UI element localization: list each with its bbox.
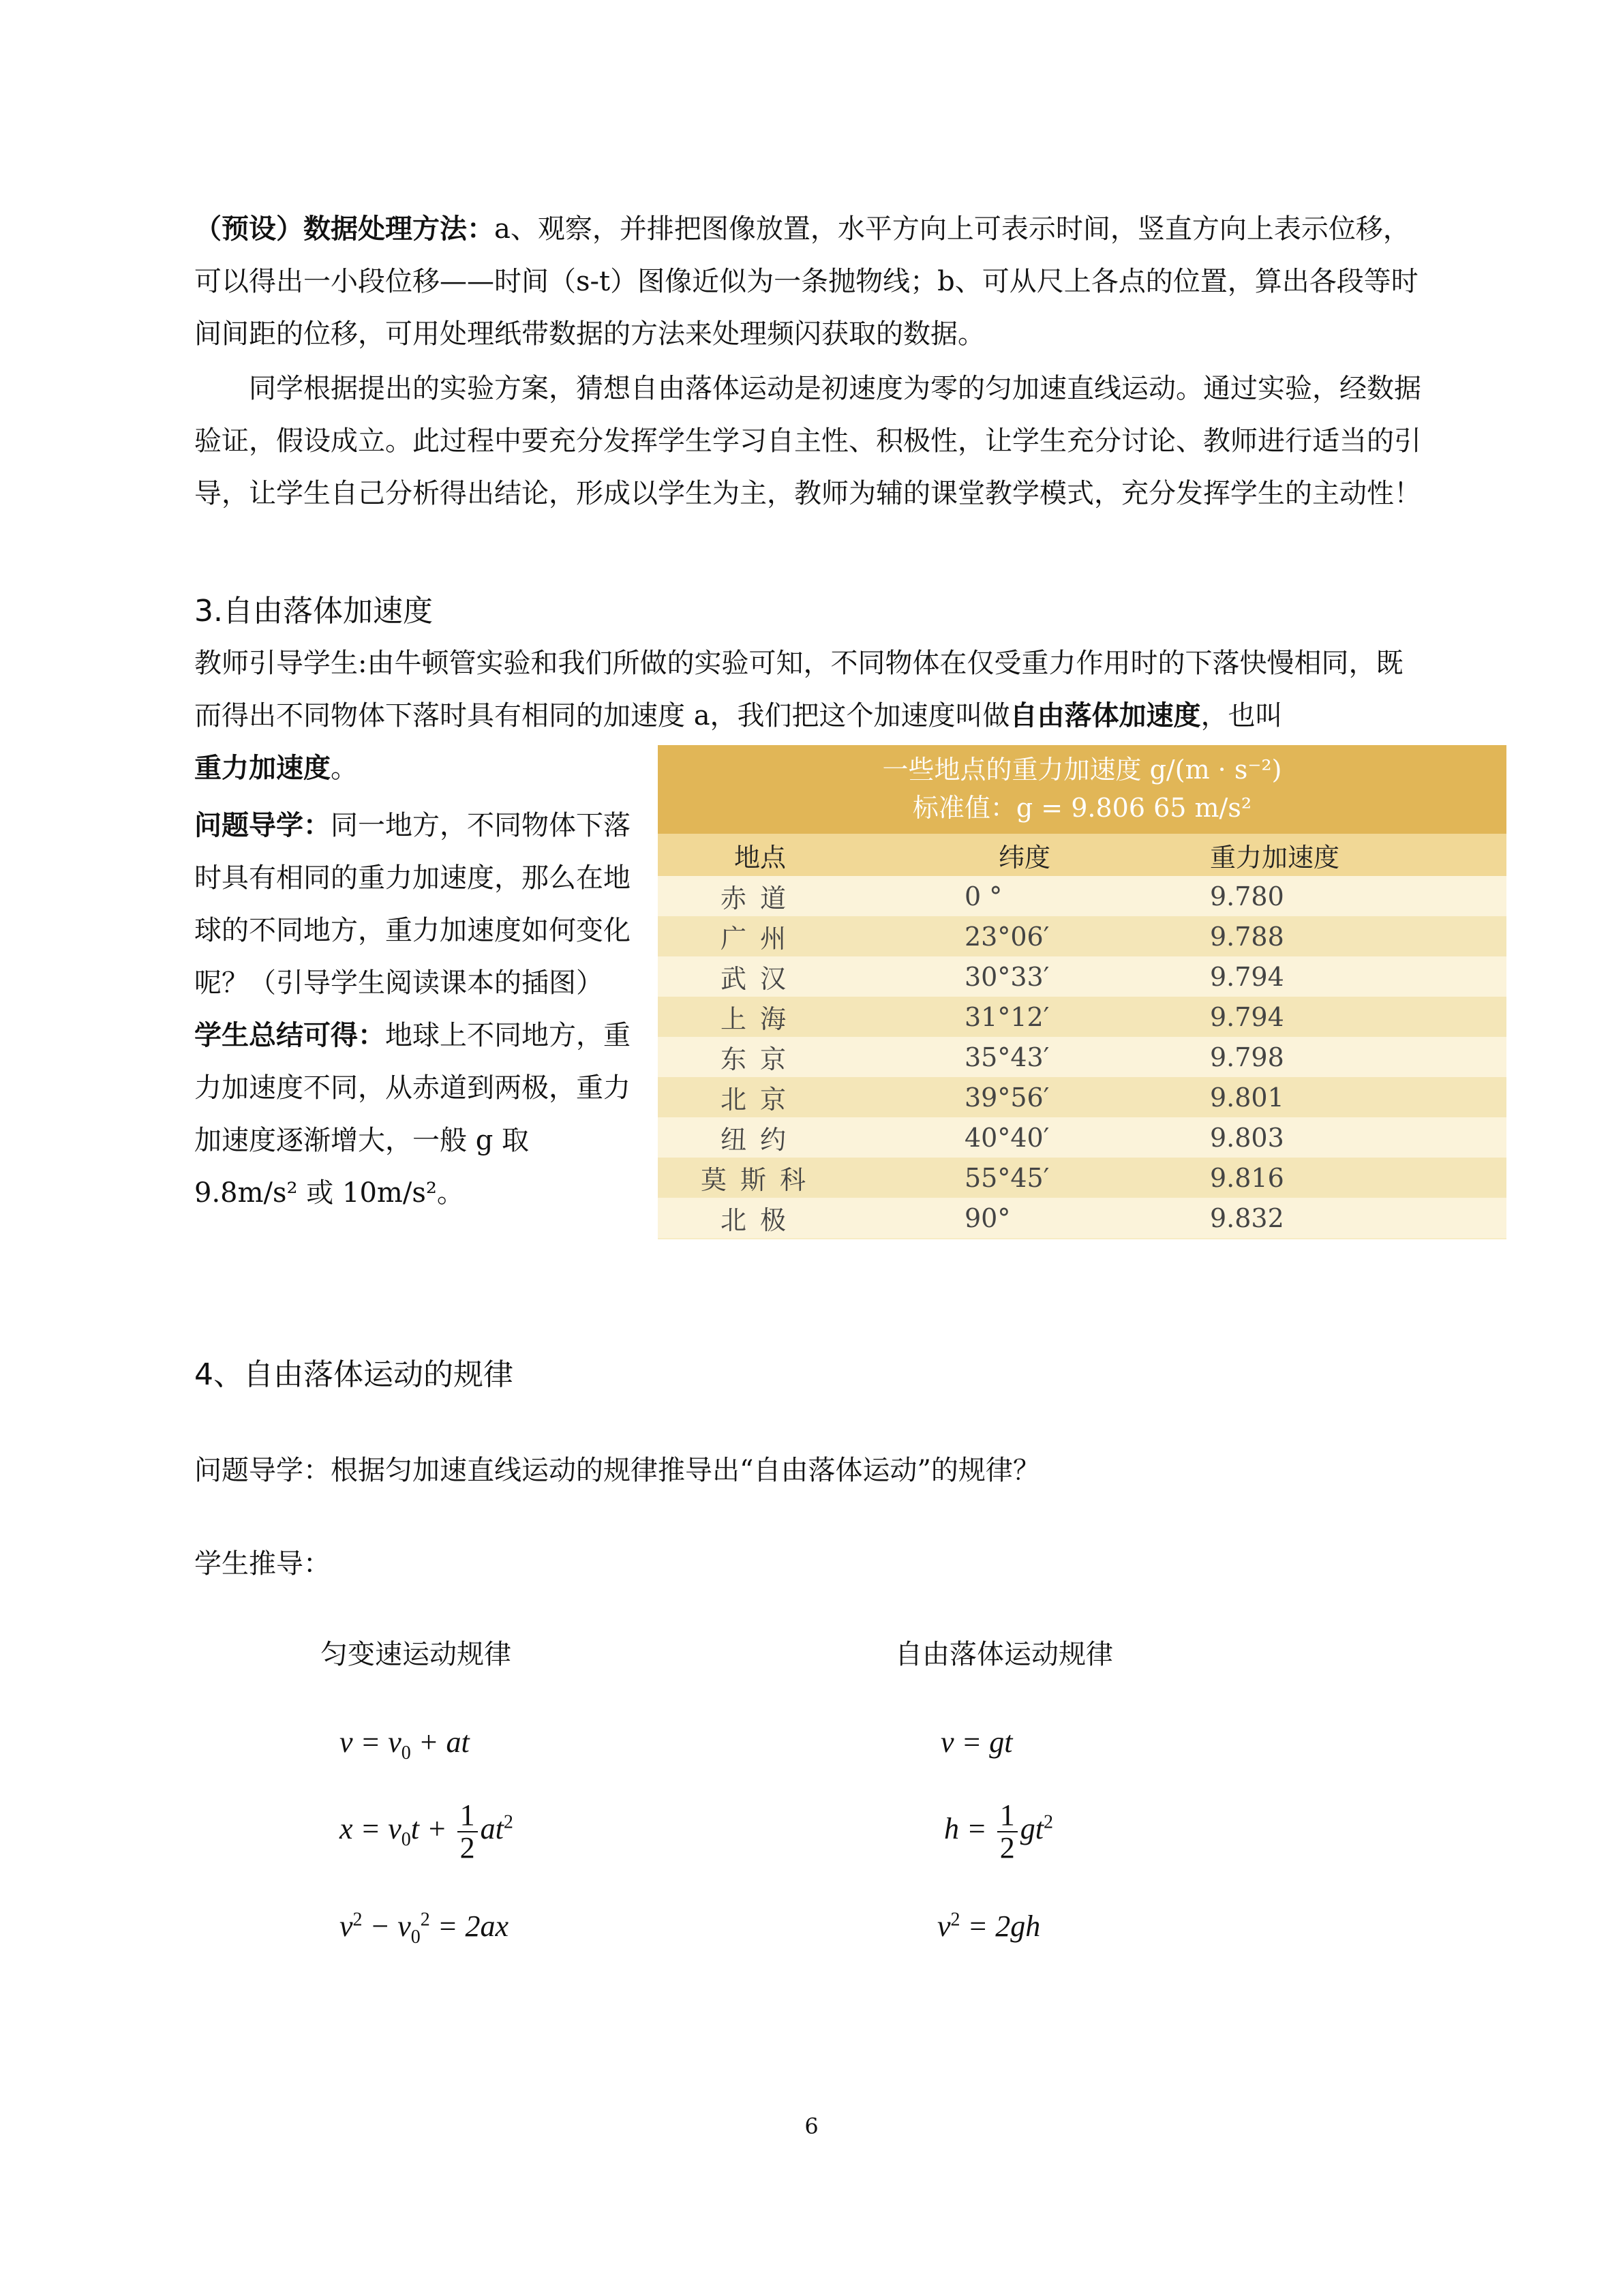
gravity-table	[658, 745, 1506, 1239]
page-number: 6	[804, 2113, 819, 2139]
cell-location: 纽约	[720, 1125, 800, 1155]
table-row	[658, 997, 1506, 1037]
summary-lead: 学生总结可得：	[194, 1020, 385, 1051]
cell-gravity: 9.794	[1210, 1001, 1284, 1032]
cell-latitude: 40°40′	[965, 1122, 1050, 1153]
table-row	[658, 876, 1506, 916]
column-header-latitude: 纬度	[999, 842, 1051, 873]
cell-gravity: 9.780	[1210, 881, 1284, 911]
cell-location: 莫斯科	[700, 1165, 819, 1195]
intro-text-2: ，也叫	[1200, 700, 1283, 731]
cell-location: 上海	[720, 1004, 800, 1034]
section-4-title: 4、自由落体运动的规律	[194, 1357, 513, 1392]
table-row	[658, 1077, 1506, 1117]
term-free-fall-acceleration: 自由落体加速度	[1010, 700, 1201, 731]
fraction-one-half: $\frac{1}{2}$	[457, 1800, 478, 1864]
cell-gravity: 9.788	[1210, 921, 1284, 952]
cell-latitude: 30°33′	[965, 961, 1050, 992]
equation-velocity-squared-uniform: $v^2 - v_0^2 = 2ax$	[339, 1909, 509, 1948]
table-column-headers	[658, 834, 1506, 876]
student-derive-label: 学生推导：	[194, 1548, 331, 1580]
term-gravity-acceleration: 重力加速度	[194, 753, 331, 784]
cell-location: 北极	[720, 1205, 800, 1235]
cell-latitude: 55°45′	[965, 1162, 1050, 1193]
table-row	[658, 916, 1506, 956]
paragraph-hypothesis: 同学根据提出的实验方案，猜想自由落体运动是初速度为零的匀加速直线运动。通过实验，经数据验证，假设成立。此过程中要充分发挥学生学习自主性、积极性，让学生充分讨论、教师进行适当的引导，让学生自己分析得出结论，形成以学生为主，教师为辅的课堂教学模式，充分发挥学生的主动性！	[194, 373, 1421, 509]
cell-gravity: 9.803	[1210, 1122, 1284, 1153]
free-fall-law-title: 自由落体运动规律	[895, 1639, 1113, 1670]
cell-gravity: 9.794	[1210, 961, 1284, 992]
cell-gravity: 9.801	[1210, 1082, 1284, 1113]
cell-latitude: 39°56′	[965, 1082, 1050, 1113]
table-row	[658, 1158, 1506, 1198]
paragraph-data-method	[194, 203, 1427, 361]
cell-gravity: 9.832	[1210, 1203, 1284, 1233]
intro-text-3: 。	[331, 753, 358, 784]
summary-paragraph	[194, 1010, 631, 1220]
cell-latitude: 31°12′	[965, 1001, 1050, 1032]
cell-latitude: 35°43′	[965, 1042, 1050, 1072]
bold-lead: （预设）数据处理方法：	[194, 213, 494, 245]
paragraph-text: a、观察，并排把图像放置，水平方向上可表示时间，竖直方向上表示位移，可以得出一小段位移——时间（s-t）图像近似为一条抛物线；b、可从尺上各点的位置，算出各段等时间间距的位移，可用处理纸带数据的方法来处理频闪获取的数据。	[194, 213, 1419, 350]
question-lead: 问题导学：	[194, 810, 331, 841]
question-guide: 问题导学：根据匀加速直线运动的规律推导出“自由落体运动”的规律？	[194, 1455, 1040, 1486]
equation-displacement-uniform: $x = v_0t$ + $\frac{1}{2}$ $at^2$	[339, 1798, 513, 1864]
cell-gravity: 9.816	[1210, 1162, 1284, 1193]
equation-velocity-freefall: v = gt	[941, 1725, 1013, 1759]
section-3-title: 3.自由落体加速度	[194, 594, 433, 629]
table-header-band	[658, 745, 1506, 834]
cell-location: 赤道	[720, 883, 800, 913]
equation-velocity-uniform: $v = v_0$ + at	[339, 1725, 470, 1764]
column-header-gravity: 重力加速度	[1210, 842, 1340, 873]
table-body	[658, 876, 1506, 1238]
cell-latitude: 0 °	[965, 881, 1003, 911]
cell-location: 武汉	[720, 964, 800, 994]
uniform-accel-law-title: 匀变速运动规律	[320, 1639, 511, 1670]
cell-gravity: 9.798	[1210, 1042, 1284, 1072]
cell-latitude: 23°06′	[965, 921, 1050, 952]
equation-height-freefall: h = $\frac{1}{2}$ $gt^2$	[944, 1798, 1053, 1864]
summary-text: 地球上不同地方，重力加速度不同，从赤道到两极，重力加速度逐渐增大，一般 g 取 9.8m/s² 或 10m/s²。	[194, 1020, 631, 1209]
table-title: 一些地点的重力加速度 g/(m · s⁻²)	[882, 755, 1282, 785]
table-row	[658, 956, 1506, 997]
question-block	[194, 800, 631, 1220]
cell-location: 东京	[720, 1044, 800, 1074]
cell-location: 广州	[720, 924, 800, 954]
column-header-location: 地点	[733, 842, 786, 873]
table-row	[658, 1037, 1506, 1077]
intro-text: 教师引导学生:由牛顿管实验和我们所做的实验可知，不同物体在仅受重力作用时的下落快慢相同，既而得出不同物体下落时具有相同的加速度 a，我们把这个加速度叫做	[194, 648, 1404, 731]
cell-latitude: 90°	[965, 1203, 1011, 1233]
fraction-one-half: $\frac{1}{2}$	[997, 1800, 1018, 1864]
question-text: 同一地方，不同物体下落时具有相同的重力加速度，那么在地球的不同地方，重力加速度如何变化呢？（引导学生阅读课本的插图）	[194, 810, 631, 999]
table-row	[658, 1198, 1506, 1238]
table-row	[658, 1117, 1506, 1158]
equation-velocity-squared-freefall: $v^2 = 2gh$	[937, 1909, 1041, 1943]
table-standard-value: 标准值：g = 9.806 65 m/s²	[912, 793, 1252, 823]
cell-location: 北京	[720, 1085, 800, 1115]
question-paragraph	[194, 800, 631, 1010]
